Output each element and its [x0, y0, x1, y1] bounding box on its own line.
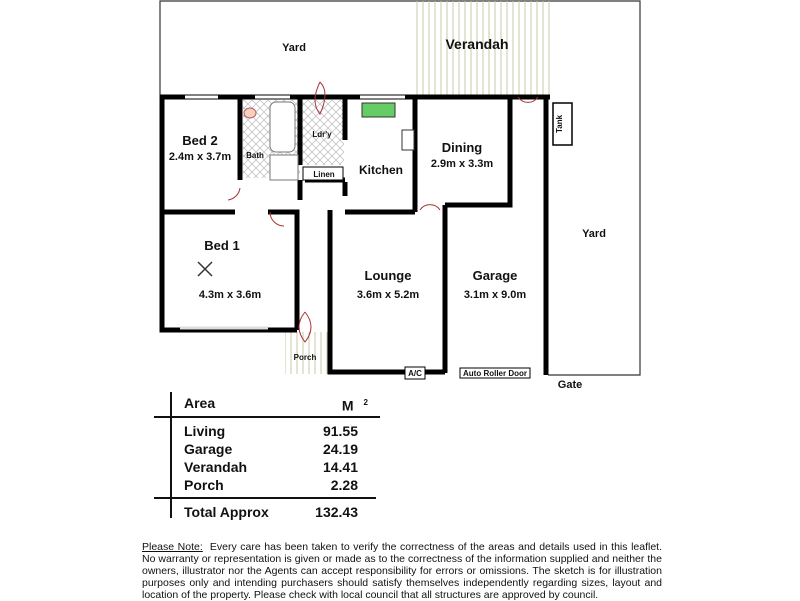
bed1-label: Bed 1	[204, 238, 240, 253]
area-total: Total Approx 132.43	[184, 504, 358, 520]
dining-size: 2.9m x 3.3m	[430, 158, 494, 170]
lounge-size: 3.6m x 5.2m	[356, 289, 420, 301]
tank-label: Tank	[555, 114, 564, 134]
linen-label: Linen	[313, 170, 335, 179]
note-text: Every care has been taken to verify the correctness of the areas and details used in this leaflet. No warranty or representation is given or made as to the correctness of the information supplied and neither the owners, illustrator nor the Agents can accept responsibility for errors or omissions. The sketch is for illustration purposes only and intending purchasers should satisfy themselves independently regarding sizes, layout and location of the property. Please check with local council that all structures are approved by council.	[142, 541, 663, 601]
yard-right-label: Yard	[582, 228, 606, 240]
shower	[270, 155, 298, 180]
bath-label: Bath	[246, 151, 264, 160]
gate-label: Gate	[557, 379, 583, 390]
cross-icon	[198, 262, 212, 276]
area-row: Verandah 14.41	[184, 459, 358, 475]
area-row: Garage 24.19	[184, 441, 358, 457]
yard-label: Yard	[282, 42, 306, 54]
porch-label: Porch	[293, 353, 317, 362]
ac-label: A/C	[408, 369, 422, 378]
laundry-label: Ldr'y	[312, 130, 332, 139]
roller-door-label: Auto Roller Door	[463, 369, 527, 378]
area-header-label: Area	[184, 395, 216, 411]
kitchen-label: Kitchen	[358, 163, 404, 177]
area-row: Living 91.55	[184, 423, 358, 439]
disclaimer-note	[142, 541, 662, 601]
walls	[160, 97, 550, 375]
garage-size: 3.1m x 9.0m	[463, 289, 527, 301]
bed1-size: 4.3m x 3.6m	[198, 289, 262, 301]
bed2-label: Bed 2	[182, 133, 218, 148]
dining-label: Dining	[441, 140, 483, 155]
toilet	[244, 108, 256, 118]
note-heading: Please Note:	[142, 541, 203, 553]
site-boundary	[160, 1, 640, 375]
bathtub	[270, 102, 295, 152]
lounge-label: Lounge	[364, 268, 412, 283]
area-table	[150, 390, 390, 521]
area-row: Porch 2.28	[184, 477, 358, 493]
bed2-size: 2.4m x 3.7m	[168, 151, 232, 163]
garage-label: Garage	[472, 268, 518, 283]
area-unit: M $^2$	[341, 397, 368, 414]
area-header	[150, 390, 390, 414]
verandah-label: Verandah	[445, 36, 509, 52]
kitchen-sink	[362, 103, 395, 117]
